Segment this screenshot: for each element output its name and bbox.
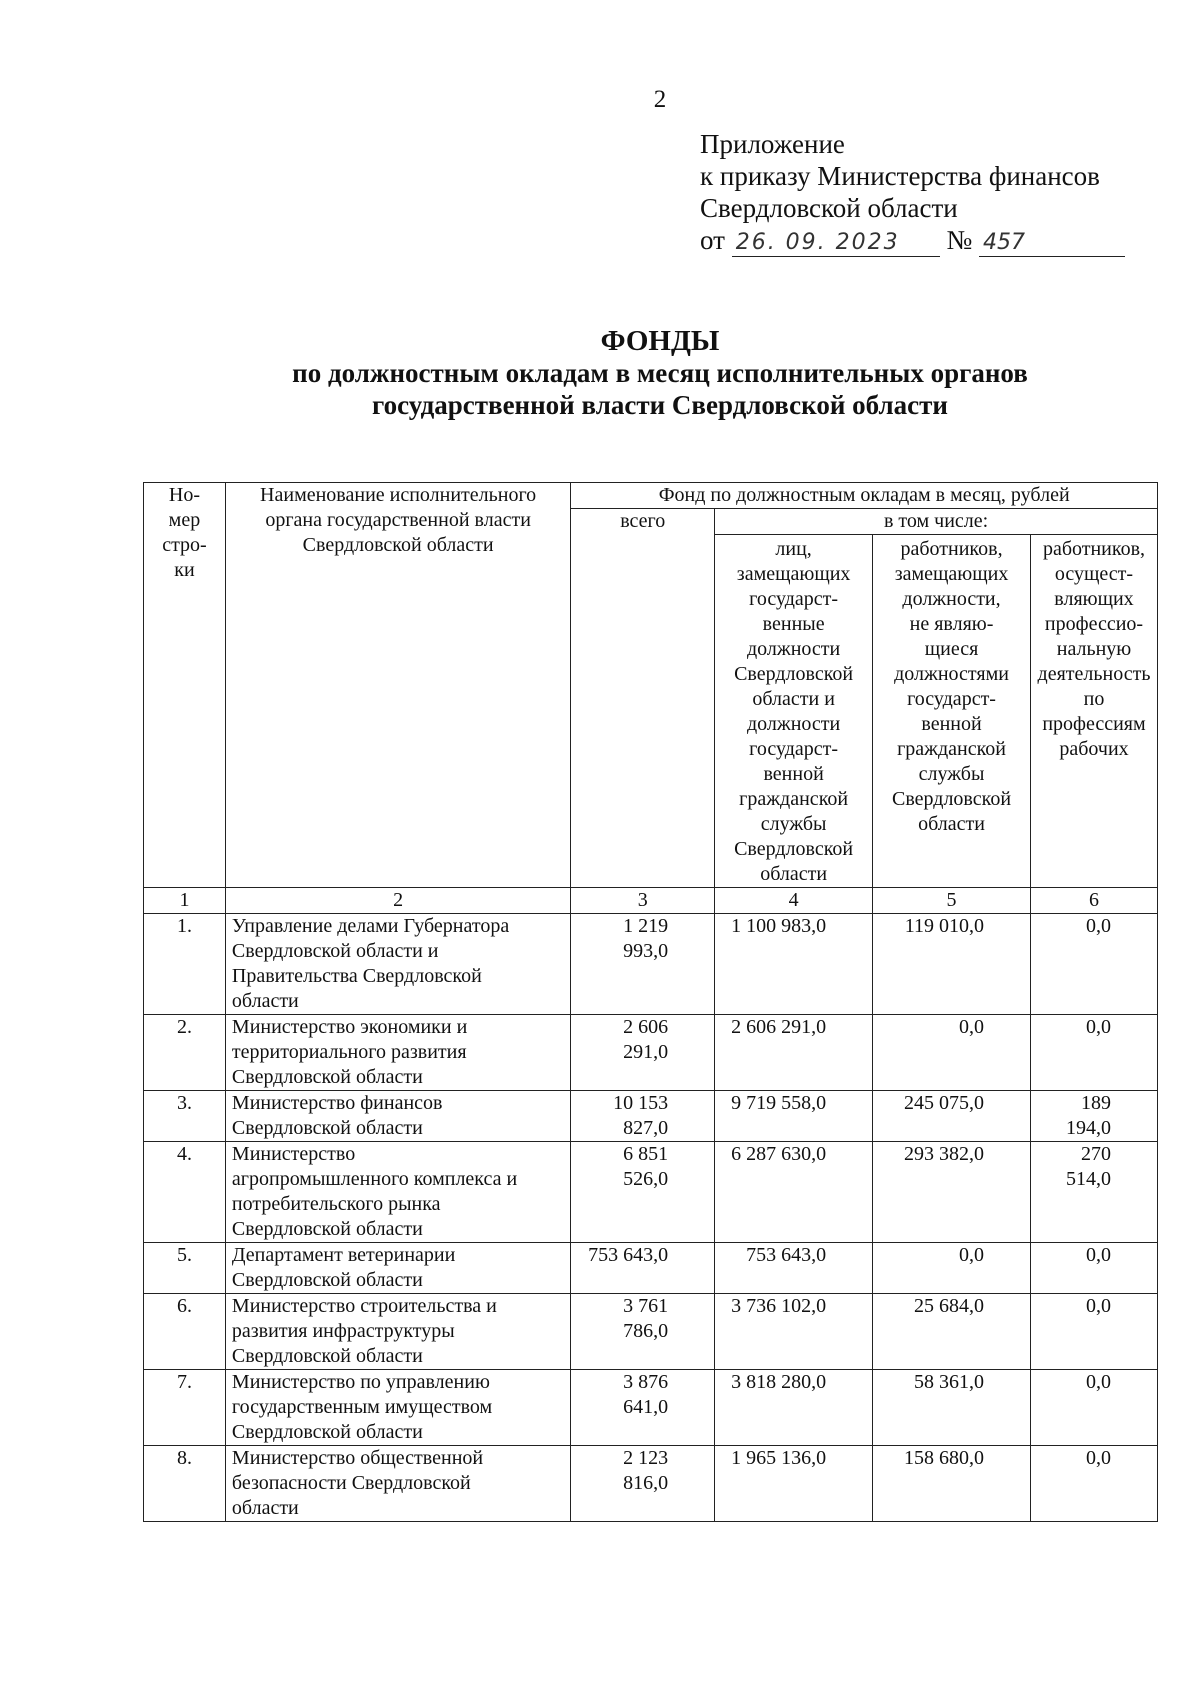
handwritten-date: 26. 09. 2023: [732, 230, 940, 257]
row-organ-name: Управление делами Губернатора Свердловской области и Правительства Свердловской области: [225, 914, 570, 1015]
row-value-non-civil: 0,0: [873, 1015, 1031, 1091]
header-total: всего: [571, 509, 715, 888]
row-value-officials: 3 818 280,0: [715, 1370, 873, 1446]
row-total: 10 153 827,0: [571, 1091, 715, 1142]
row-value-workers: 189 194,0: [1030, 1091, 1157, 1142]
appendix-block: [700, 128, 1125, 257]
row-value-non-civil: 158 680,0: [873, 1446, 1031, 1522]
number-label: №: [946, 225, 973, 255]
row-value-workers: 0,0: [1030, 914, 1157, 1015]
row-value-workers: 0,0: [1030, 1294, 1157, 1370]
header-sub-2: работников, замещающих должности, не являю- щиеся должностями государст- венной гражданской службы Свердловской области: [873, 535, 1031, 888]
row-value-officials: 6 287 630,0: [715, 1142, 873, 1243]
row-value-workers: 0,0: [1030, 1446, 1157, 1522]
row-organ-name: Министерство экономики и территориального развития Свердловской области: [225, 1015, 570, 1091]
row-value-non-civil: 25 684,0: [873, 1294, 1031, 1370]
row-value-workers: 270 514,0: [1030, 1142, 1157, 1243]
column-index: 3: [571, 888, 715, 914]
row-value-officials: 1 100 983,0: [715, 914, 873, 1015]
row-number: 1.: [144, 914, 226, 1015]
row-total: 753 643,0: [571, 1243, 715, 1294]
row-value-officials: 753 643,0: [715, 1243, 873, 1294]
row-organ-name: Министерство агропромышленного комплекса и потребительского рынка Свердловской области: [225, 1142, 570, 1243]
row-value-non-civil: 0,0: [873, 1243, 1031, 1294]
column-index-row: [144, 888, 1158, 914]
header-organ-name: Наименование исполнительного органа государственной власти Свердловской области: [225, 483, 570, 888]
row-number: 2.: [144, 1015, 226, 1091]
title-line-3: государственной власти Свердловской области: [372, 390, 948, 420]
table-row: [144, 1015, 1158, 1091]
row-number: 3.: [144, 1091, 226, 1142]
table-row: [144, 1294, 1158, 1370]
row-total: 3 761 786,0: [571, 1294, 715, 1370]
row-value-non-civil: 245 075,0: [873, 1091, 1031, 1142]
row-value-workers: 0,0: [1030, 1370, 1157, 1446]
column-index: 4: [715, 888, 873, 914]
row-total: 3 876 641,0: [571, 1370, 715, 1446]
row-number: 7.: [144, 1370, 226, 1446]
header-sub-3: работников, осущест- вляющих профессио- нальную деятельность по профессиям рабочих: [1030, 535, 1157, 888]
appendix-line-2: к приказу Министерства финансов: [700, 161, 1100, 191]
appendix-date-line: [700, 224, 1125, 257]
table-row: [144, 1091, 1158, 1142]
row-organ-name: Департамент ветеринарии Свердловской области: [225, 1243, 570, 1294]
row-value-non-civil: 119 010,0: [873, 914, 1031, 1015]
document-title: [0, 325, 1200, 421]
row-value-workers: 0,0: [1030, 1015, 1157, 1091]
row-organ-name: Министерство по управлению государственным имуществом Свердловской области: [225, 1370, 570, 1446]
from-label: от: [700, 225, 725, 255]
row-number: 4.: [144, 1142, 226, 1243]
header-including: в том числе:: [715, 509, 1158, 535]
table-row: [144, 914, 1158, 1015]
row-value-workers: 0,0: [1030, 1243, 1157, 1294]
row-value-officials: 9 719 558,0: [715, 1091, 873, 1142]
row-number: 6.: [144, 1294, 226, 1370]
row-value-non-civil: 58 361,0: [873, 1370, 1031, 1446]
table-row: [144, 1243, 1158, 1294]
row-organ-name: Министерство общественной безопасности Свердловской области: [225, 1446, 570, 1522]
table-row: [144, 1142, 1158, 1243]
title-line-2: по должностным окладам в месяц исполнительных органов: [292, 358, 1028, 388]
row-total: 6 851 526,0: [571, 1142, 715, 1243]
header-fund: Фонд по должностным окладам в месяц, рублей: [571, 483, 1158, 509]
row-value-non-civil: 293 382,0: [873, 1142, 1031, 1243]
header-row-number: Но- мер стро- ки: [144, 483, 226, 888]
row-number: 8.: [144, 1446, 226, 1522]
table-row: [144, 1446, 1158, 1522]
header-sub-1: лиц, замещающих государст- венные должности Свердловской области и должности государст- венной гражданской службы Свердловской области: [715, 535, 873, 888]
row-total: 2 606 291,0: [571, 1015, 715, 1091]
title-line-1: ФОНДЫ: [600, 325, 720, 357]
table-row: [144, 1370, 1158, 1446]
handwritten-number: 457: [979, 230, 1125, 257]
row-total: 1 219 993,0: [571, 914, 715, 1015]
column-index: 5: [873, 888, 1031, 914]
row-organ-name: Министерство строительства и развития инфраструктуры Свердловской области: [225, 1294, 570, 1370]
row-total: 2 123 816,0: [571, 1446, 715, 1522]
appendix-line-1: Приложение: [700, 129, 845, 159]
column-index: 1: [144, 888, 226, 914]
column-index: 6: [1030, 888, 1157, 914]
fund-table: [143, 482, 1158, 1522]
header-row-1: [144, 483, 1158, 509]
row-organ-name: Министерство финансов Свердловской области: [225, 1091, 570, 1142]
row-value-officials: 3 736 102,0: [715, 1294, 873, 1370]
row-value-officials: 1 965 136,0: [715, 1446, 873, 1522]
row-value-officials: 2 606 291,0: [715, 1015, 873, 1091]
row-number: 5.: [144, 1243, 226, 1294]
page-number: 2: [653, 86, 667, 113]
appendix-line-3: Свердловской области: [700, 193, 958, 223]
column-index: 2: [225, 888, 570, 914]
